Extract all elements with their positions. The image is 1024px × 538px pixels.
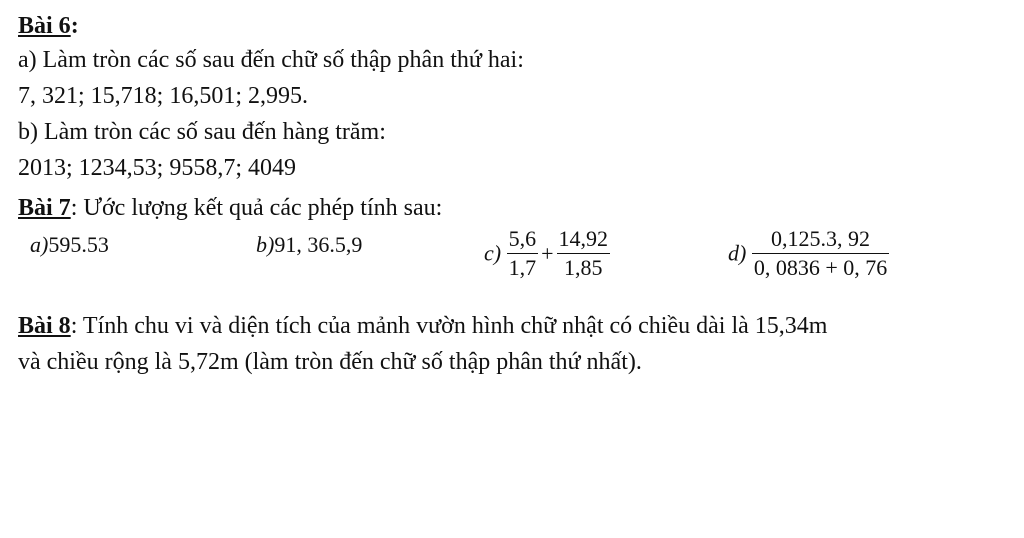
bai7-expr-b [256, 234, 362, 256]
bai6-heading [18, 14, 79, 38]
bai7-b-expression: 91, 36.5,9 [274, 232, 363, 257]
bai7-c-plus: + [541, 240, 554, 266]
bai6-title: Bài 6 [18, 13, 71, 39]
bai8-line-1 [18, 314, 827, 338]
bai7-d-fraction [752, 228, 889, 279]
bai7-c-fraction-2-denominator: 1,85 [564, 255, 603, 280]
bai6-part-b: b) Làm tròn các số sau đến hàng trăm: [18, 119, 386, 145]
bai7-c-fraction-1-denominator: 1,7 [508, 255, 537, 280]
bai7-title: Bài 7 [18, 195, 71, 221]
bai7-c-fraction-1 [507, 228, 539, 279]
bai7-a-expression: 595.53 [48, 232, 109, 257]
bai6-colon: : [70, 13, 79, 39]
bai6-part-b-values: 2013; 1234,53; 9558,7; 4049 [18, 155, 297, 181]
bai8-text-1: : Tính chu vi và diện tích của mảnh vườn hình chữ nhật có chiều dài là 15,34m [70, 313, 828, 339]
bai7-c-fraction-2 [557, 228, 611, 279]
bai7-d-label: d) [728, 240, 747, 266]
bai7-expr-d [728, 228, 889, 279]
bai7-instruction: : Ước lượng kết quả các phép tính sau: [70, 195, 443, 221]
bai7-b-label: b) [256, 232, 275, 257]
bai8-title: Bài 8 [18, 313, 71, 339]
bai7-d-numerator: 0,125.3, 92 [752, 228, 889, 254]
bai8-line-2: và chiều rộng là 5,72m (làm tròn đến chữ số thập phân thứ nhất). [18, 349, 642, 375]
bai6-part-a: a) Làm tròn các số sau đến chữ số thập phân thứ hai: [18, 47, 524, 73]
bai7-heading [18, 196, 442, 220]
bai7-d-denominator: 0, 0836 + 0, 76 [753, 255, 888, 280]
bai7-expr-c [484, 228, 610, 279]
bai7-c-fraction-2-numerator: 14,92 [557, 228, 611, 254]
bai6-part-a-values: 7, 321; 15,718; 16,501; 2,995. [18, 83, 309, 109]
bai7-c-fraction-1-numerator: 5,6 [507, 228, 539, 254]
bai7-a-label: a) [30, 232, 49, 257]
bai7-expr-a [30, 234, 109, 256]
bai7-c-label: c) [484, 240, 502, 266]
